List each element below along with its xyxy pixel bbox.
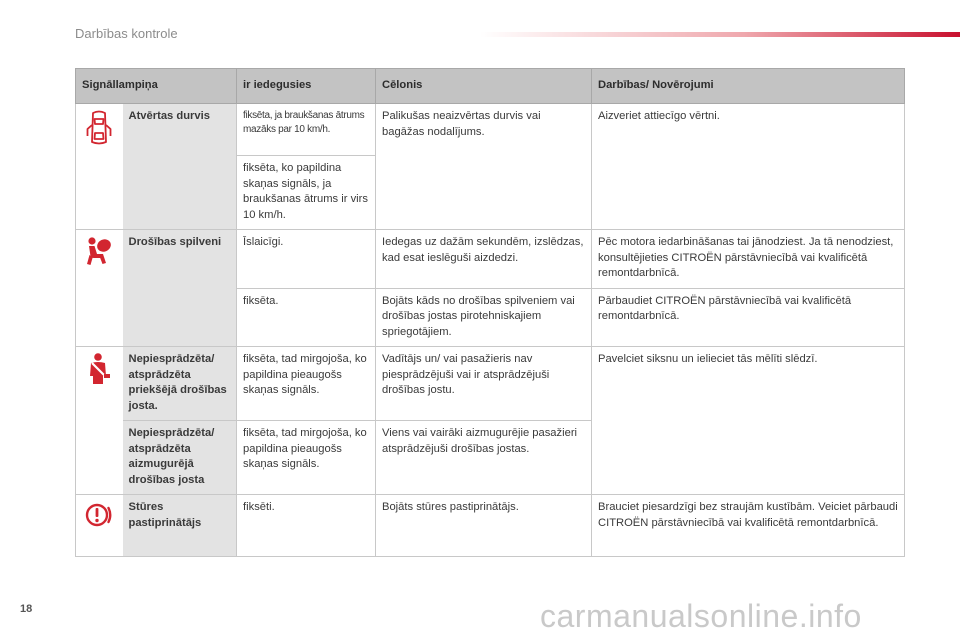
lamp-state: Īslaicīgi. [237,230,376,289]
lamp-action: Brauciet piesardzīgi bez straujām kustībām. Veiciet pārbaudi CITROËN pārstāvniecībā vai kvalificētā remontdarbnīcā. [592,495,905,557]
airbag-icon-cell [76,230,123,347]
lamp-name-front-seatbelt: Nepiesprādzēta/ atsprādzēta priekšējā drošības josta. [123,347,237,421]
lamp-cause: Vadītājs un/ vai pasažieris nav piesprādzējuši vai ir atsprādzējuši drošības jostu. [376,347,592,421]
lamp-name-rear-seatbelt: Nepiesprādzēta/ atsprādzēta aizmugurējā drošības josta [123,421,237,495]
open-door-icon [86,109,112,147]
open-door-icon-cell [76,104,123,230]
lamp-state: fiksēta, tad mirgojoša, ko papildina pieaugošs skaņas signāls. [237,421,376,495]
lamp-cause: Iedegas uz dažām sekundēm, izslēdzas, kad esat ieslēguši aizdedzi. [376,230,592,289]
table-row [76,104,905,156]
seatbelt-icon-cell [76,347,123,495]
power-steering-icon-cell [76,495,123,557]
lamp-cause: Bojāts kāds no drošības spilveniem vai drošības jostas pirotehniskajiem spriegotājiem. [376,288,592,347]
lamp-action: Pēc motora iedarbināšanas tai jānodziest. Ja tā nenodziest, konsultējieties CITROËN pārstāvniecībā vai kvalificētā remontdarbnīcā. [592,230,905,289]
column-header-cause: Cēlonis [376,69,592,104]
seatbelt-icon [85,352,113,388]
lamp-name-airbags: Drošības spilveni [123,230,237,347]
lamp-state: fiksēta, tad mirgojoša, ko papildina pieaugošs skaņas signāls. [237,347,376,421]
lamp-state: fiksēti. [237,495,376,557]
lamp-name-open-doors: Atvērtas durvis [123,104,237,230]
lamp-state: fiksēta, ko papildina skaņas signāls, ja braukšanas ātrums ir virs 10 km/h. [237,156,376,230]
lamp-action: Pārbaudiet CITROËN pārstāvniecībā vai kvalificētā remontdarbnīcā. [592,288,905,347]
airbag-icon [84,235,114,267]
power-steering-icon [83,500,115,530]
column-header-lamp: Signāllampiņa [76,69,237,104]
chapter-title: Darbības kontrole [75,26,178,41]
lamp-state: fiksēta, ja braukšanas ātrums mazāks par 10 km/h. [237,104,376,156]
lamp-action: Aizveriet attiecīgo vērtni. [592,104,905,230]
column-header-lit: ir iedegusies [237,69,376,104]
table-row [76,230,905,289]
warning-lamps-table [75,68,905,557]
column-header-action: Darbības/ Novērojumi [592,69,905,104]
lamp-cause: Bojāts stūres pastiprinātājs. [376,495,592,557]
table-row [76,495,905,557]
lamp-cause: Palikušas neaizvērtas durvis vai bagāžas nodalījums. [376,104,592,230]
lamp-cause: Viens vai vairāki aizmugurējie pasažieri atsprādzējuši drošības jostas. [376,421,592,495]
lamp-action: Pavelciet siksnu un ielieciet tās mēlīti slēdzī. [592,347,905,495]
watermark: carmanualsonline.info [540,598,862,634]
table-row [76,347,905,421]
header-accent-bar [480,32,960,37]
page-number: 18 [20,603,33,615]
table-header-row [76,69,905,104]
lamp-state: fiksēta. [237,288,376,347]
lamp-name-power-steering: Stūres pastiprinātājs [123,495,237,557]
